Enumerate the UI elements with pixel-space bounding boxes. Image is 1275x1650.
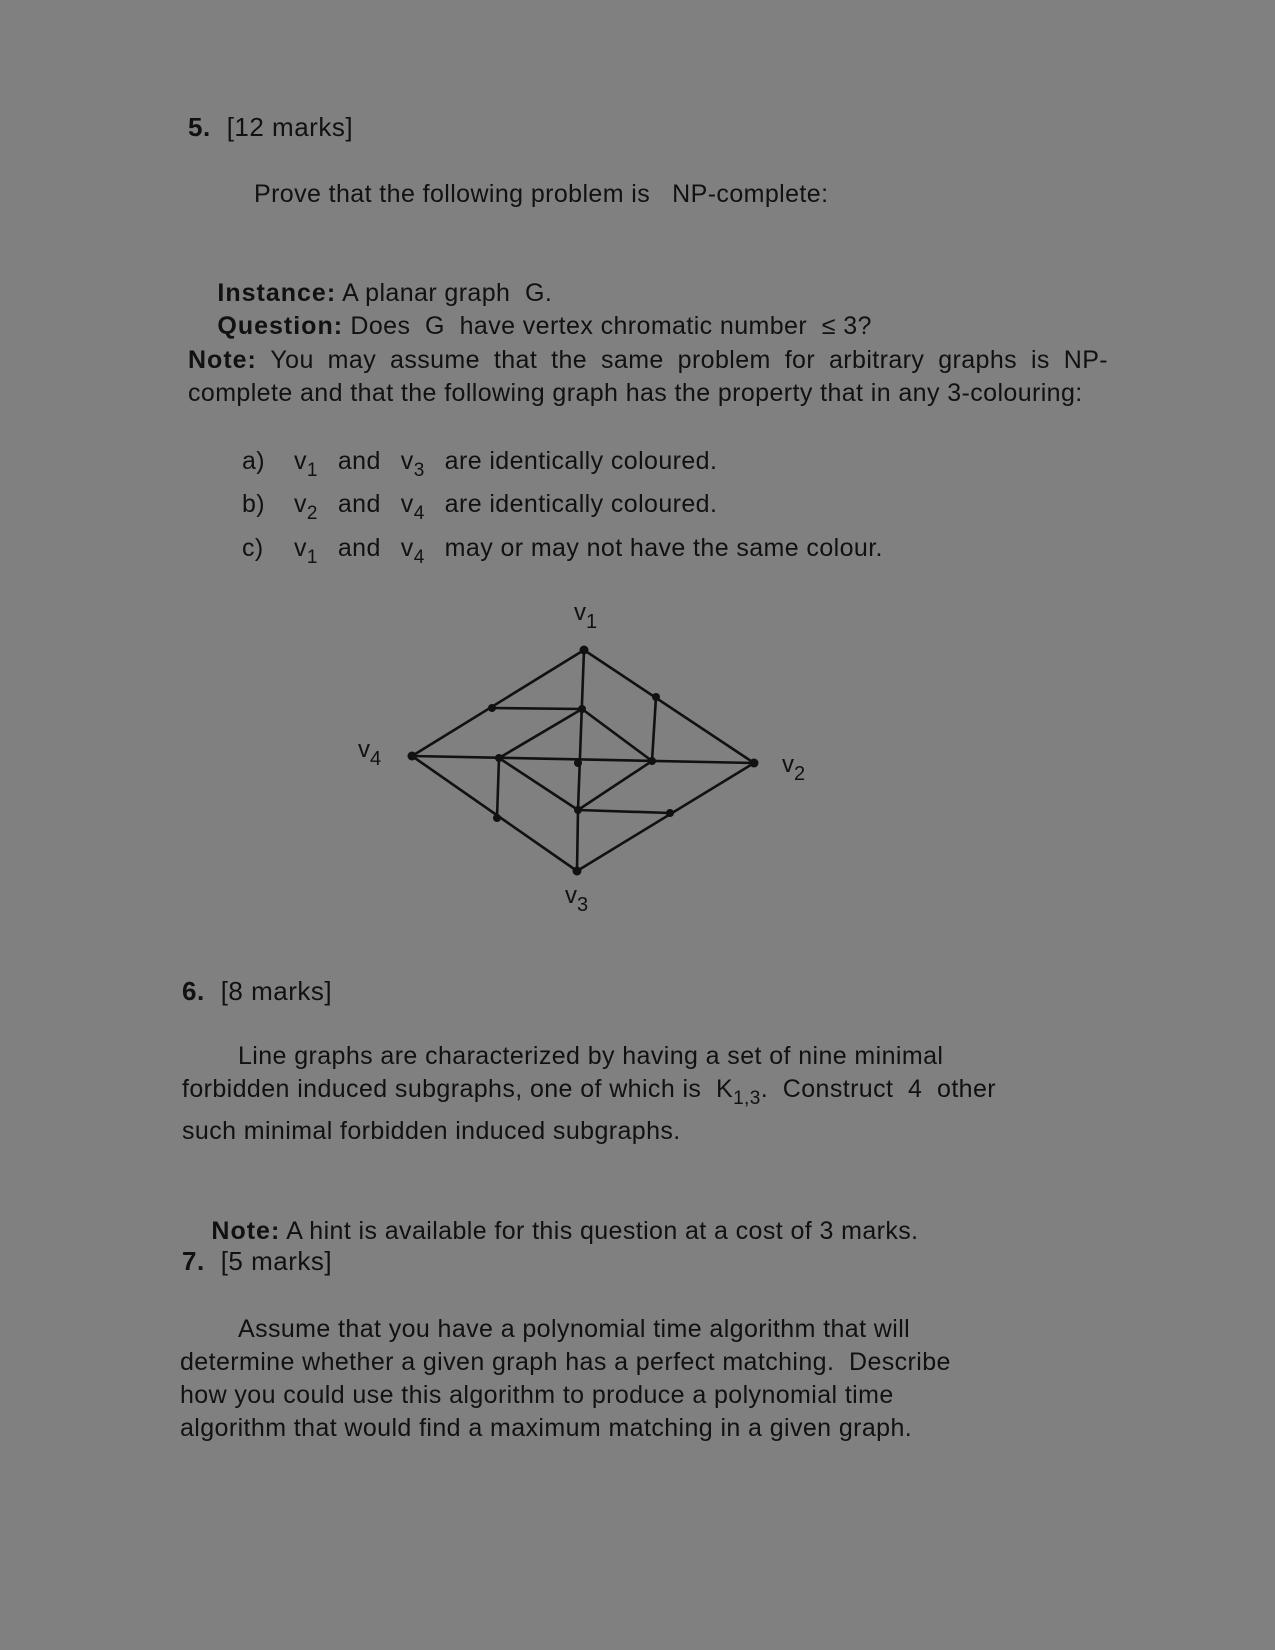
vertex-v2	[750, 759, 759, 768]
edge	[584, 650, 754, 763]
edge	[652, 697, 656, 761]
label-v1: $v_1$	[574, 599, 598, 633]
label-v2: $v_2$	[782, 751, 806, 785]
edge	[578, 650, 584, 810]
graph-edges	[412, 650, 754, 871]
q7-line1: Assume that you have a polynomial time algorithm that will	[238, 1315, 911, 1343]
edge	[412, 756, 754, 763]
edge	[412, 650, 584, 756]
q7-heading	[182, 1246, 332, 1277]
edge	[499, 709, 582, 758]
q7-marks: [5 marks]	[220, 1246, 333, 1276]
q6-line3: such minimal forbidden induced subgraphs.	[182, 1117, 681, 1145]
edge	[492, 708, 582, 709]
q6-heading	[182, 976, 332, 1007]
instance-text: A planar graph G.	[336, 279, 553, 307]
q5-note-text: You may assume that the same problem for arbitrary graphs is NP-complete and that the following graph has the property that in any 3-colouring:	[188, 346, 1108, 407]
edge	[578, 761, 652, 810]
item-and: and	[337, 490, 381, 518]
vertex	[574, 806, 582, 814]
q5-marks: [12 marks]	[226, 112, 354, 142]
question-label: Question:	[217, 312, 344, 340]
edge	[577, 810, 578, 871]
vertex	[493, 814, 501, 822]
edge	[412, 756, 577, 871]
q5-intro: Prove that the following problem is NP-complete:	[254, 180, 829, 208]
vertex	[578, 705, 586, 713]
item-rest: are identically coloured.	[444, 490, 718, 518]
vertex	[495, 754, 503, 762]
q6-note-label: Note:	[211, 1217, 281, 1245]
vertex-v1	[580, 646, 589, 655]
item-vertex-b: $v_4$	[400, 490, 425, 524]
q6-line2: forbidden induced subgraphs, one of which is $K_{1,3}$. Construct 4 other	[182, 1075, 997, 1109]
instance-label: Instance:	[217, 279, 337, 307]
item-and: and	[337, 534, 381, 562]
item-mark: c)	[242, 534, 264, 562]
vertex-v3	[573, 867, 582, 876]
label-v4: $v_4$	[358, 736, 382, 770]
item-vertex-a: $v_1$	[294, 447, 318, 481]
edge	[578, 810, 670, 813]
q5-note-label: Note:	[188, 346, 257, 374]
edge	[499, 758, 578, 810]
q6-note-text: A hint is available for this question at a cost of 3 marks.	[280, 1217, 919, 1245]
q6-number: 6.	[182, 976, 205, 1006]
vertex	[648, 757, 656, 765]
vertex	[652, 693, 660, 701]
vertex	[488, 704, 496, 712]
item-mark: b)	[242, 490, 266, 518]
k13-subscript: 1,3	[733, 1088, 761, 1109]
item-vertex-a: $v_2$	[294, 490, 318, 524]
item-vertex-b: $v_3$	[400, 447, 425, 481]
q7-line2: determine whether a given graph has a perfect matching. Describe	[180, 1348, 951, 1376]
vertex	[666, 809, 674, 817]
item-and: and	[337, 447, 381, 475]
edge	[582, 709, 652, 761]
item-mark: a)	[242, 447, 266, 475]
label-v3: $v_3$	[565, 882, 589, 916]
item-rest: may or may not have the same colour.	[444, 534, 883, 562]
q6-line1: Line graphs are characterized by having a set of nine minimal	[238, 1042, 944, 1070]
q6-marks: [8 marks]	[220, 976, 333, 1006]
q7-line4: algorithm that would find a maximum matching in a given graph.	[180, 1414, 913, 1442]
item-rest: are identically coloured.	[444, 447, 718, 475]
edge	[497, 758, 499, 818]
item-vertex-b: $v_4$	[400, 534, 425, 568]
q7-number: 7.	[182, 1246, 205, 1276]
item-vertex-a: $v_1$	[294, 534, 318, 568]
question-text: Does G have vertex chromatic number ≤ 3?	[343, 312, 872, 340]
q7-line3: how you could use this algorithm to produce a polynomial time	[180, 1381, 894, 1409]
edge	[577, 763, 754, 871]
vertex	[574, 759, 582, 767]
vertex-v4	[408, 752, 417, 761]
q5-number: 5.	[188, 112, 211, 142]
